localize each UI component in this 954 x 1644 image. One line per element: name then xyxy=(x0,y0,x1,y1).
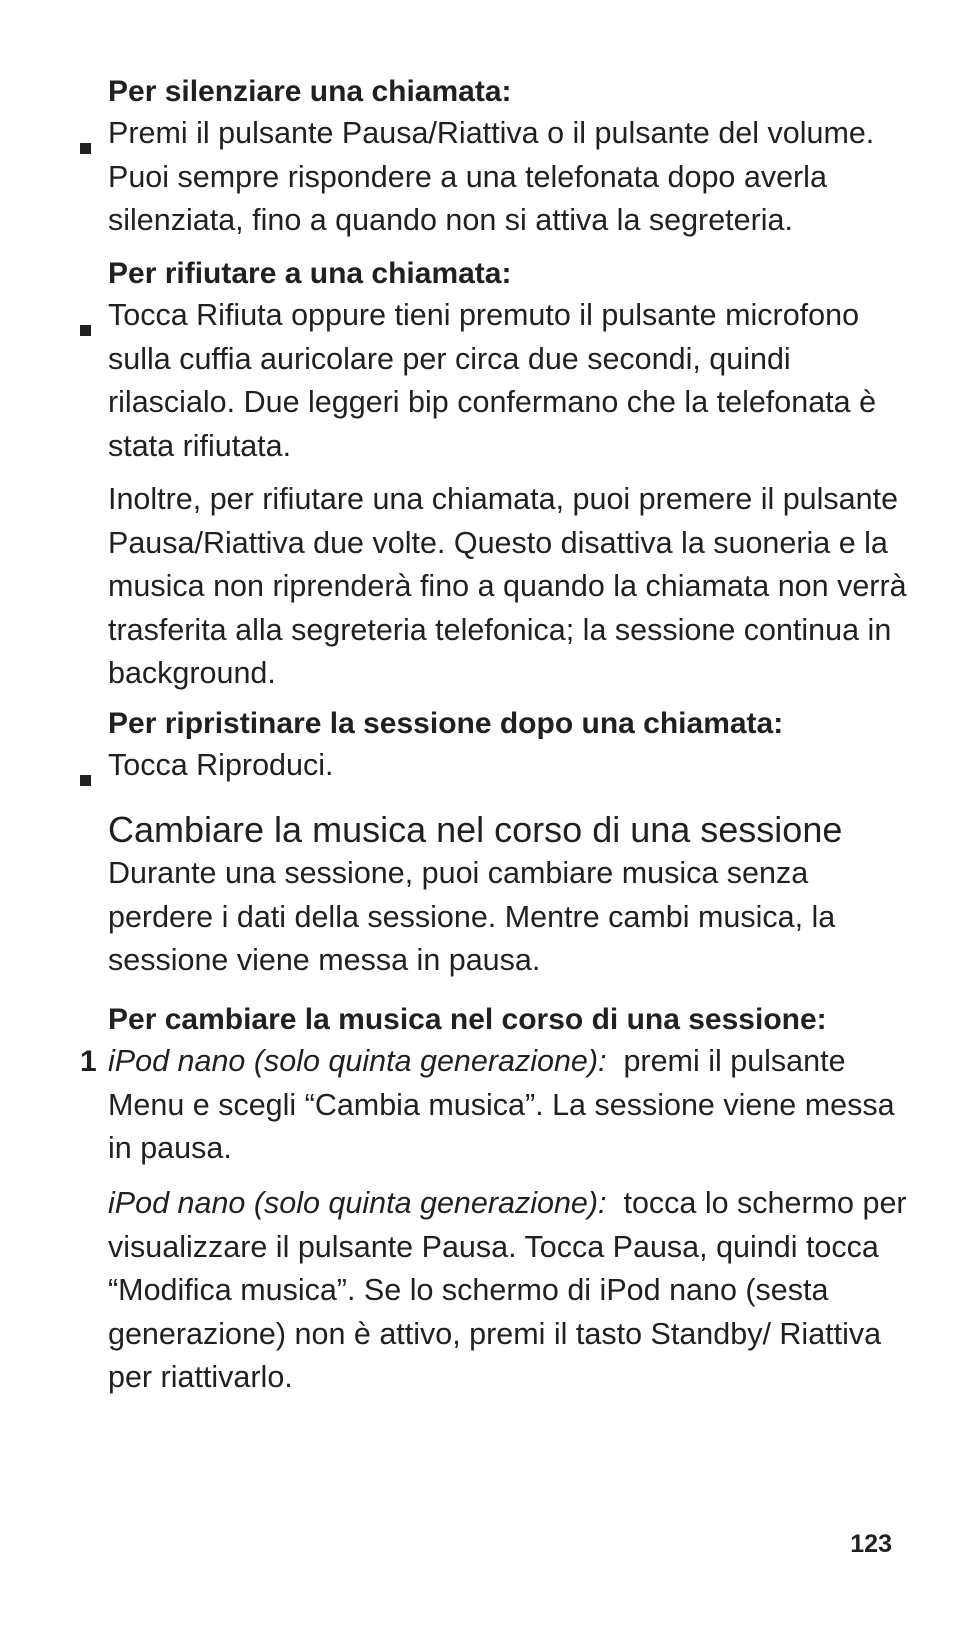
bullet-square-icon xyxy=(80,325,91,336)
mute-bullet xyxy=(80,128,100,162)
step1b-label: iPod nano (solo quinta generazione): xyxy=(108,1186,607,1220)
change-music-heading-block xyxy=(108,1002,908,1038)
resume-bullet-text: Tocca Riproduci. xyxy=(108,748,334,782)
decline-section xyxy=(108,256,908,292)
decline-bullet xyxy=(80,310,100,344)
step-number: 1 xyxy=(80,1045,97,1078)
mute-heading: Per silenziare una chiamata: xyxy=(108,75,512,108)
change-music-title-block xyxy=(108,808,908,852)
resume-bullet-item xyxy=(108,744,908,788)
step1b-text-wrapper xyxy=(108,1182,908,1400)
step1-label: iPod nano (solo quinta generazione): xyxy=(108,1044,607,1078)
decline-paragraph: Inoltre, per rifiutare una chiamata, puoi premere il pulsante Pausa/Riattiva due volte. Questo disattiva la suoneria e la musica non riprenderà fino a quando la chiamata non verrà trasferita alla segreteria telefonica; la sessione continua in background. xyxy=(108,482,907,690)
step1b-text: tocca lo schermo per visualizzare il pulsante Pausa. Tocca Pausa, quindi tocca “Modifica musica”. Se lo schermo di iPod nano (sesta generazione) non è attivo, premi il tasto Standby/ Riattiva per riattivarlo. xyxy=(108,1186,907,1394)
step1b-block xyxy=(108,1182,908,1400)
decline-heading: Per rifiutare a una chiamata: xyxy=(108,257,512,290)
bullet-square-icon xyxy=(80,143,91,154)
step1-text-wrapper xyxy=(108,1040,908,1171)
mute-bullet-item xyxy=(108,112,908,243)
step1-text: premi il pulsante Menu e scegli “Cambia musica”. La sessione viene messa in pausa. xyxy=(108,1044,895,1165)
decline-paragraph-block xyxy=(108,478,908,696)
resume-section xyxy=(108,706,908,742)
mute-bullet-text: Premi il pulsante Pausa/Riattiva o il pulsante del volume. Puoi sempre rispondere a una telefonata dopo averla silenziata, fino a quando non si attiva la segreteria. xyxy=(108,116,875,237)
change-music-intro-block xyxy=(108,852,908,983)
page-number: 123 xyxy=(850,1530,892,1558)
step-number-marker xyxy=(80,1040,100,1084)
decline-bullet-item xyxy=(108,294,908,468)
change-music-intro: Durante una sessione, puoi cambiare musica senza perdere i dati della sessione. Mentre cambi musica, la sessione viene messa in pausa. xyxy=(108,856,836,977)
resume-bullet xyxy=(80,760,100,794)
change-music-heading: Per cambiare la musica nel corso di una sessione: xyxy=(108,1003,827,1036)
change-music-title: Cambiare la musica nel corso di una sessione xyxy=(108,809,843,850)
step1-block xyxy=(108,1040,908,1171)
resume-heading: Per ripristinare la sessione dopo una chiamata: xyxy=(108,707,784,740)
decline-bullet-text: Tocca Rifiuta oppure tieni premuto il pulsante microfono sulla cuffia auricolare per circa due secondi, quindi rilascialo. Due leggeri bip confermano che la telefonata è stata rifiutata. xyxy=(108,298,877,463)
bullet-square-icon xyxy=(80,775,91,786)
mute-section xyxy=(108,74,908,110)
